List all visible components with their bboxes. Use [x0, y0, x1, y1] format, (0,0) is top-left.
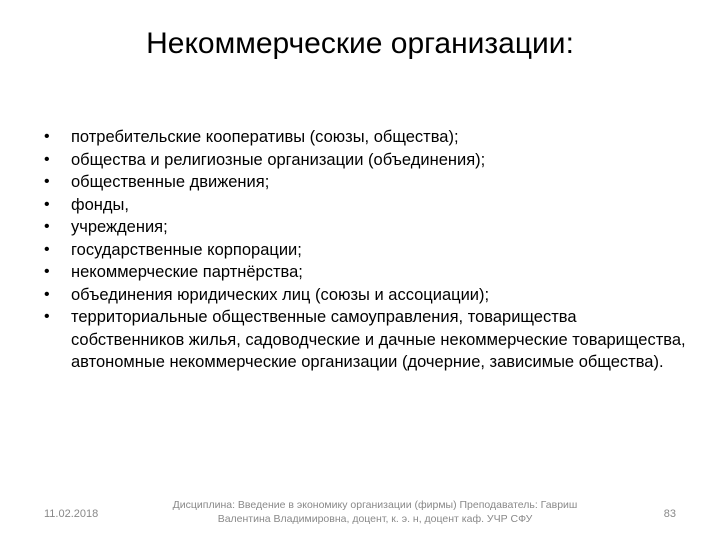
bullet-item	[44, 149, 694, 172]
bullet-icon: •	[44, 285, 50, 303]
bullet-item	[44, 284, 694, 307]
bullet-text: объединения юридических лиц (союзы и ассоциации);	[71, 285, 490, 304]
page-number: 83	[663, 508, 676, 520]
footer-date: 11.02.2018	[44, 508, 99, 520]
bullet-icon: •	[44, 240, 50, 258]
bullet-icon: •	[44, 218, 50, 235]
footer-course-line-2: Валентина Владимировна, доцент, к. э. н, доцент каф. УЧР СФУ	[217, 513, 533, 525]
bullet-text: общественные движения;	[71, 173, 270, 191]
bullet-text: фонды,	[71, 195, 129, 214]
bullet-icon: •	[44, 263, 50, 280]
bullet-item	[44, 306, 694, 374]
bullet-text: потребительские кооперативы (союзы, общества);	[71, 128, 459, 146]
footer-course-info	[150, 498, 600, 526]
bullet-icon: •	[44, 173, 50, 190]
bullet-item	[44, 261, 694, 284]
bullet-item	[44, 194, 694, 217]
bullet-text: государственные корпорации;	[71, 240, 302, 259]
footer-course-line-1: Дисциплина: Введение в экономику организации (фирмы) Преподаватель: Гавриш	[172, 499, 578, 511]
bullet-text: территориальные общественные самоуправления, товарищества собственников жилья, садоводческие и дачные некоммерческие товарищества, автономные некоммерческие организации (дочерние, зависимые общества).	[71, 308, 686, 371]
bullet-icon: •	[44, 308, 50, 325]
bullet-list	[44, 126, 694, 374]
bullet-text: учреждения;	[71, 218, 168, 236]
bullet-item	[44, 239, 694, 262]
bullet-text: некоммерческие партнёрства;	[71, 263, 303, 281]
slide-title: Некоммерческие организации:	[146, 27, 574, 60]
bullet-icon: •	[44, 150, 50, 168]
bullet-item	[44, 126, 694, 149]
bullet-icon: •	[44, 195, 50, 213]
bullet-item	[44, 171, 694, 194]
bullet-text: общества и религиозные организации (объединения);	[71, 150, 486, 169]
bullet-item	[44, 216, 694, 239]
bullet-icon: •	[44, 128, 50, 145]
